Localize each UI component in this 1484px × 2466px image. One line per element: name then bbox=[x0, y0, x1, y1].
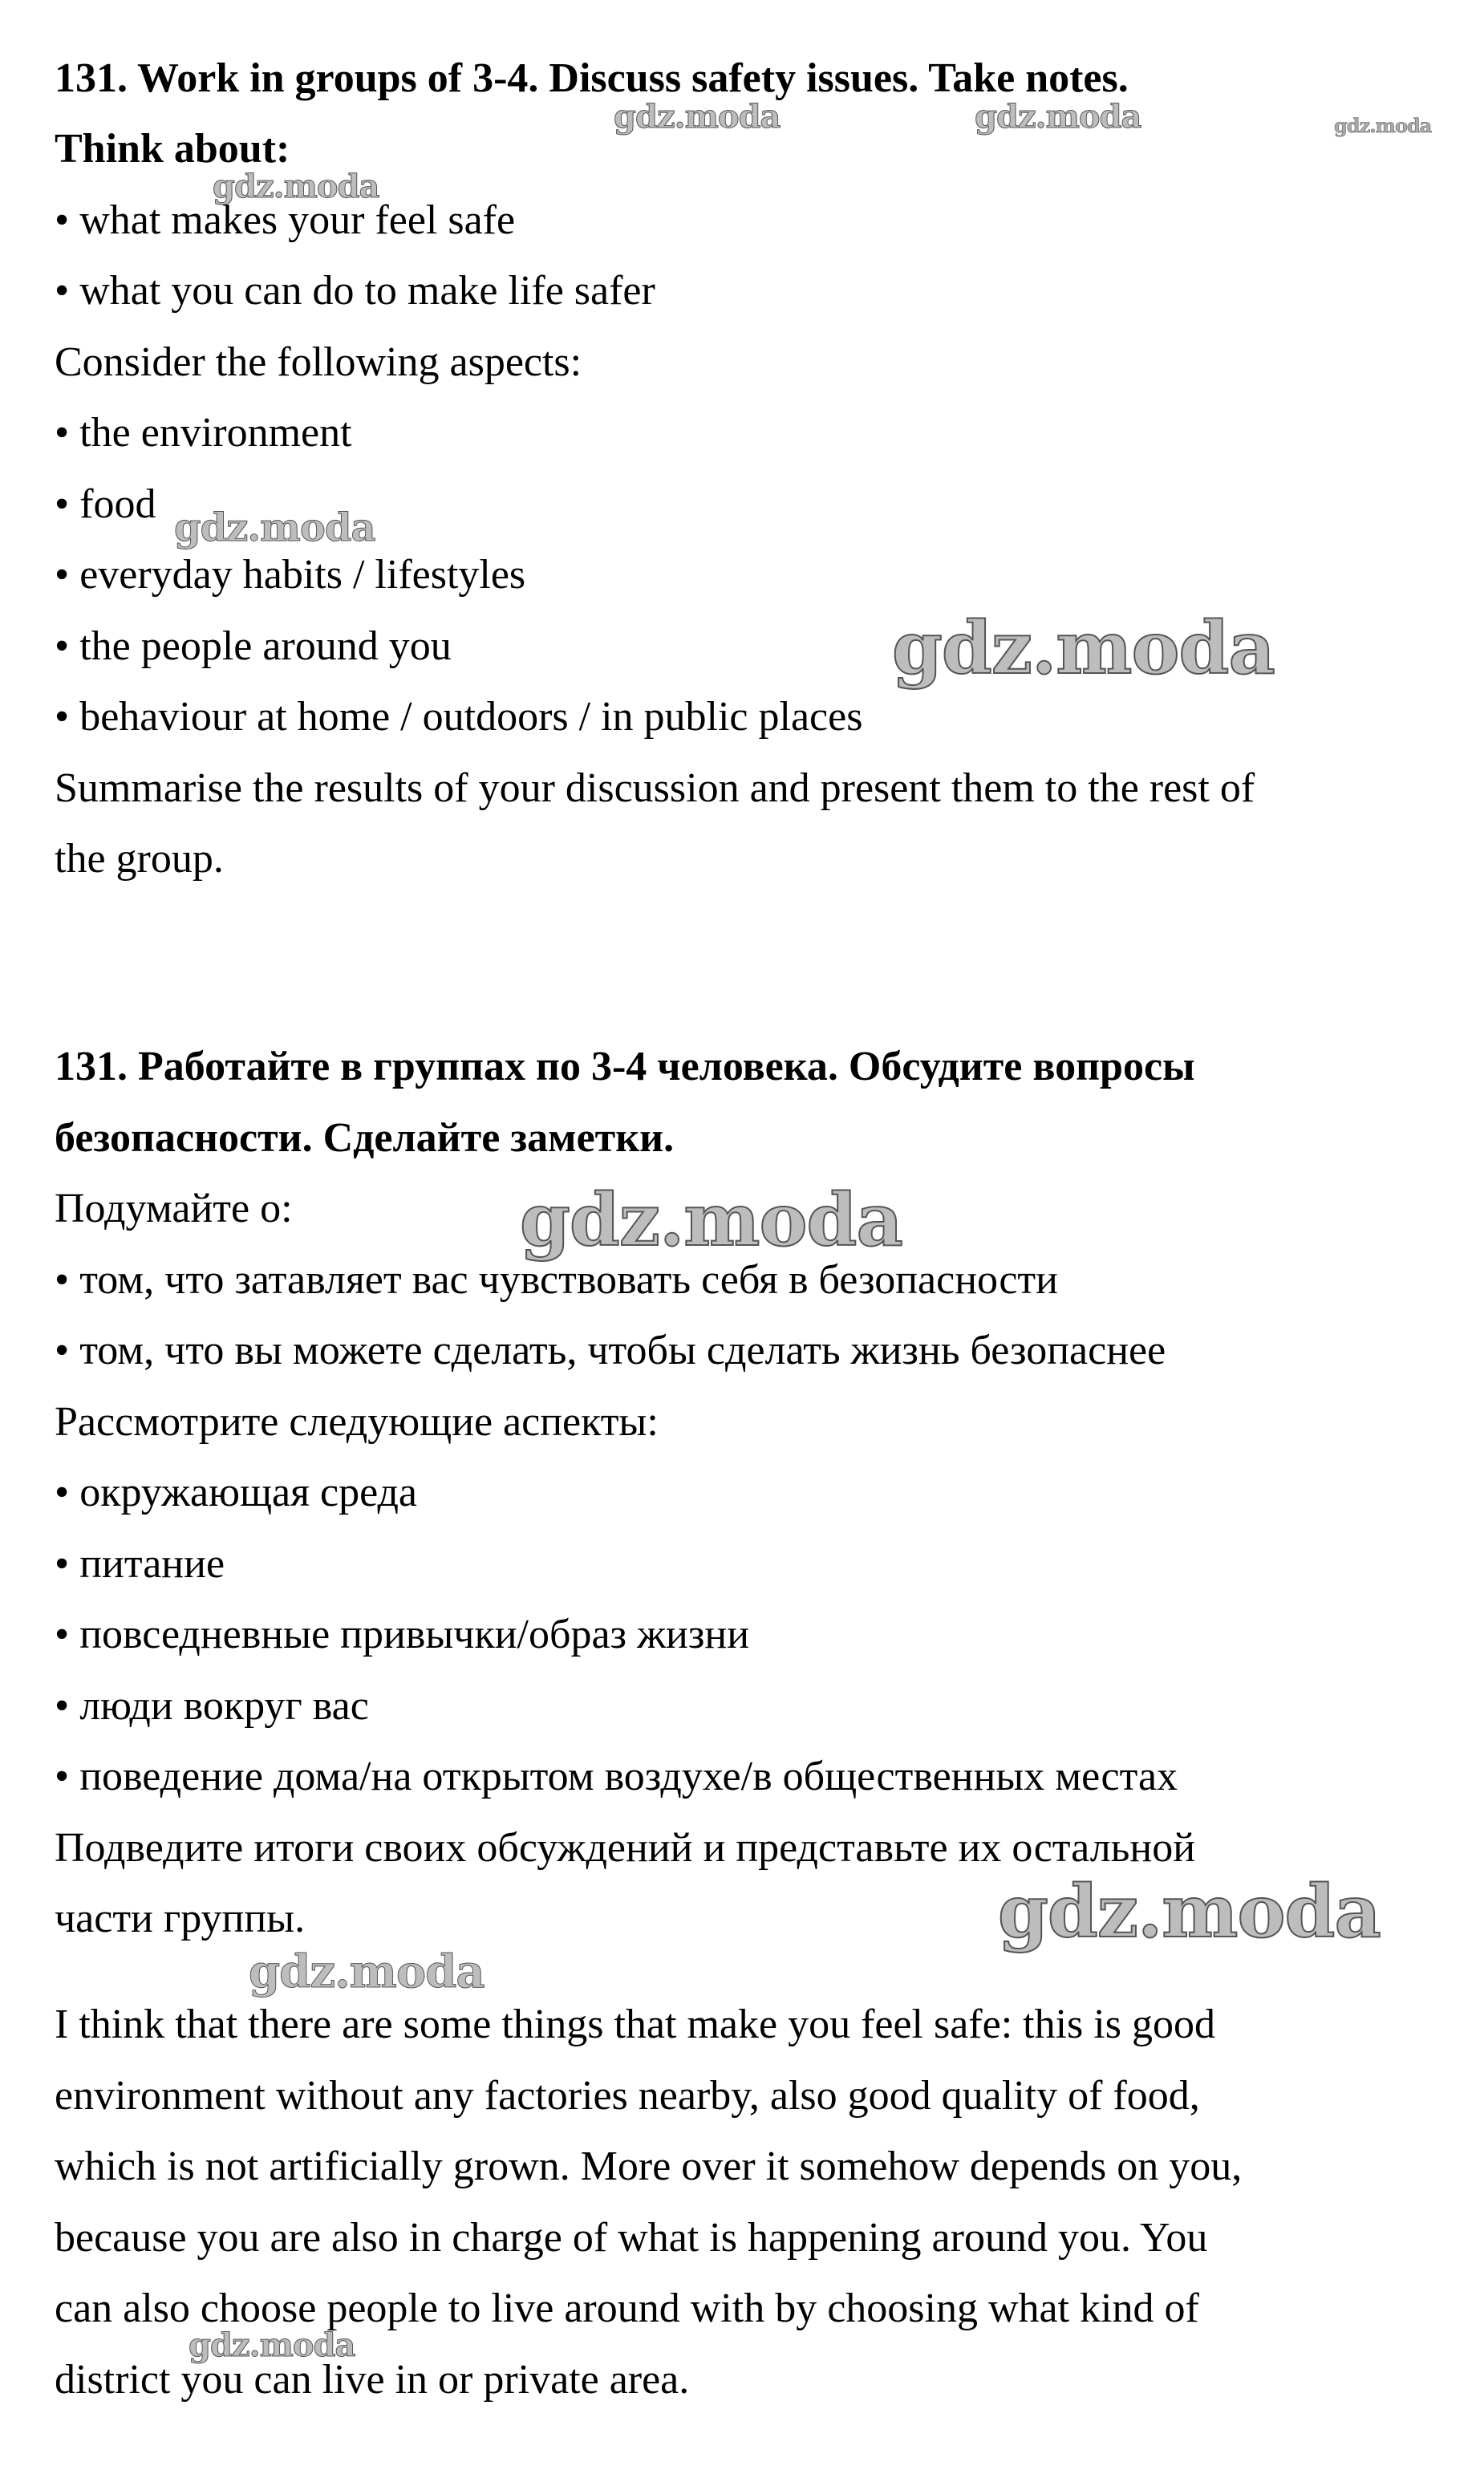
list-item: • what you can do to make life safer bbox=[55, 268, 655, 314]
list-item: • питание bbox=[55, 1541, 225, 1587]
answer-line: district you can live in or private area. bbox=[55, 2357, 690, 2403]
list-item: • behaviour at home / outdoors / in public places bbox=[55, 694, 863, 740]
answer-line: which is not artificially grown. More over it somehow depends on you, bbox=[55, 2144, 1243, 2189]
watermark: gdz.moda bbox=[189, 2326, 355, 2364]
think-about-label-ru: Подумайте о: bbox=[55, 1186, 293, 1231]
answer-line: because you are also in charge of what is happening around you. You bbox=[55, 2215, 1208, 2261]
watermark: gdz.moda bbox=[1334, 114, 1432, 137]
consider-label-en: Consider the following aspects: bbox=[55, 339, 582, 385]
watermark: gdz.moda bbox=[614, 98, 781, 136]
list-item: • поведение дома/на открытом воздухе/в общественных местах bbox=[55, 1754, 1178, 1799]
list-item: • люди вокруг вас bbox=[55, 1683, 369, 1729]
task-heading-ru: безопасности. Сделайте заметки. bbox=[55, 1115, 675, 1161]
list-item: • окружающая среда bbox=[55, 1470, 418, 1515]
task-heading-en: 131. Work in groups of 3-4. Discuss safety issues. Take notes. bbox=[55, 55, 1129, 101]
summary-line-en: the group. bbox=[55, 836, 224, 882]
watermark: gdz.moda bbox=[213, 168, 379, 205]
summary-line-ru: Подведите итоги своих обсуждений и представьте их остальной bbox=[55, 1825, 1196, 1871]
watermark: gdz.moda bbox=[520, 1178, 902, 1263]
list-item: • повседневные привычки/образ жизни bbox=[55, 1612, 750, 1657]
list-item: • the people around you bbox=[55, 623, 452, 669]
list-item: • том, что затавляет вас чувствовать себя в безопасности bbox=[55, 1257, 1058, 1303]
answer-line: I think that there are some things that make you feel safe: this is good bbox=[55, 2002, 1215, 2047]
answer-line: can also choose people to live around with by choosing what kind of bbox=[55, 2286, 1199, 2331]
watermark: gdz.moda bbox=[174, 505, 375, 550]
consider-label-ru: Рассмотрите следующие аспекты: bbox=[55, 1399, 659, 1445]
list-item: • the environment bbox=[55, 410, 352, 456]
summary-line-en: Summarise the results of your discussion and present them to the rest of bbox=[55, 765, 1255, 811]
list-item: • what makes your feel safe bbox=[55, 197, 516, 243]
list-item: • everyday habits / lifestyles bbox=[55, 552, 526, 598]
task-heading-ru: 131. Работайте в группах по 3-4 человека. Обсудите вопросы bbox=[55, 1044, 1195, 1089]
watermark: gdz.moda bbox=[975, 98, 1141, 136]
watermark: gdz.moda bbox=[998, 1869, 1381, 1954]
answer-line: environment without any factories nearby, also good quality of food, bbox=[55, 2073, 1200, 2119]
watermark: gdz.moda bbox=[892, 606, 1275, 691]
think-about-label-en: Think about: bbox=[55, 126, 290, 172]
watermark: gdz.moda bbox=[249, 1945, 485, 1998]
list-item: • food bbox=[55, 481, 156, 527]
list-item: • том, что вы можете сделать, чтобы сделать жизнь безопаснее bbox=[55, 1328, 1166, 1373]
summary-line-ru: части группы. bbox=[55, 1896, 306, 1941]
